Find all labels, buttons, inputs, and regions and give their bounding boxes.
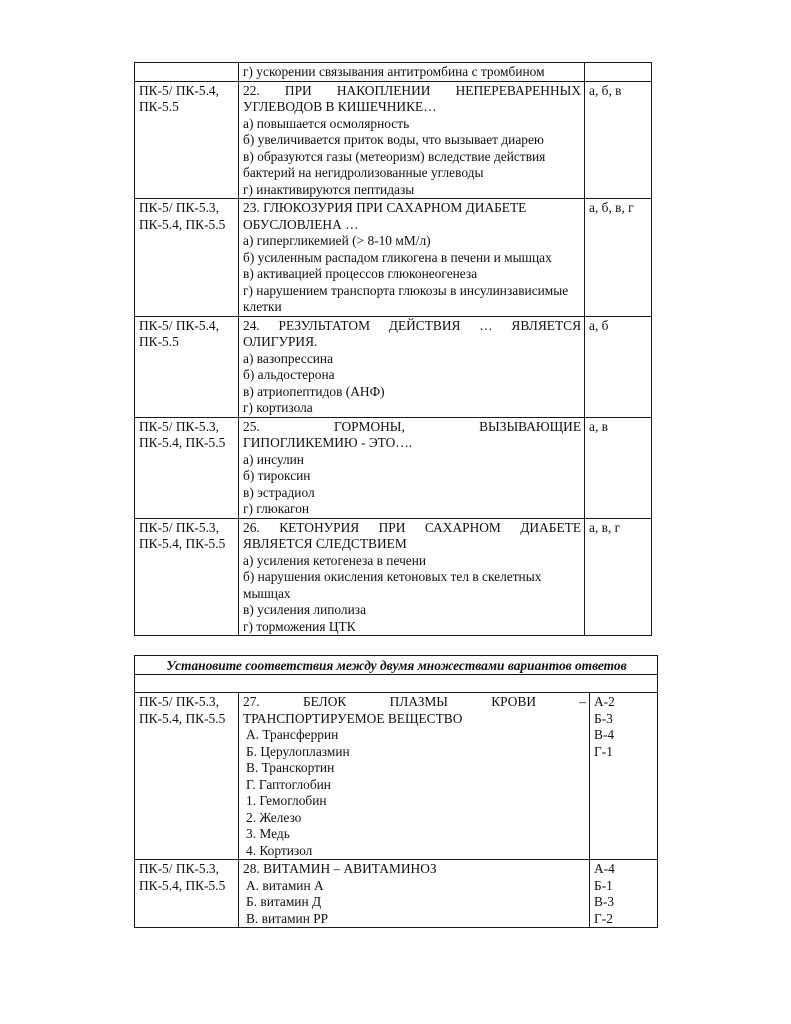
question-heading-cont: ОБУСЛОВЛЕНА … bbox=[243, 216, 359, 232]
answer-pair: Г-2 bbox=[594, 910, 613, 926]
option-b: б) нарушения окисления кетоновых тел в скелетных мышцах bbox=[243, 569, 542, 601]
instruction-row bbox=[135, 656, 658, 675]
answer: а, б bbox=[585, 316, 652, 417]
question-row-25 bbox=[135, 417, 652, 518]
answer-cell bbox=[585, 63, 652, 82]
option-3: 3. Медь bbox=[246, 826, 290, 841]
competency-code: ПК-5/ ПК-5.3, ПК-5.4, ПК-5.5 bbox=[135, 518, 239, 636]
option-c: в) активацией процессов глюконеогенеза bbox=[243, 266, 478, 281]
answer-pair: А-4 bbox=[594, 861, 615, 876]
question-heading: 28. ВИТАМИН – АВИТАМИНОЗ bbox=[243, 861, 437, 876]
option-4: 4. Кортизол bbox=[246, 842, 313, 858]
question-heading: 26. КЕТОНУРИЯ ПРИ САХАРНОМ ДИАБЕТЕ bbox=[243, 519, 581, 535]
answer bbox=[590, 693, 658, 860]
answer-pair: В-4 bbox=[594, 727, 615, 742]
option-b: б) тироксин bbox=[243, 468, 311, 483]
question-heading: 23. ГЛЮКОЗУРИЯ ПРИ САХАРНОМ ДИАБЕТЕ bbox=[243, 200, 527, 215]
question-body bbox=[239, 81, 585, 199]
spacer-cell bbox=[135, 675, 658, 693]
question-heading: 27. БЕЛОК ПЛАЗМЫ КРОВИ – bbox=[243, 694, 586, 709]
question-body bbox=[239, 693, 590, 860]
question-row-24 bbox=[135, 316, 652, 417]
code-cell bbox=[135, 63, 239, 82]
option-A: А. витамин А bbox=[246, 877, 324, 893]
option-b: б) усиленным распадом гликогена в печени и мышцах bbox=[243, 249, 552, 265]
question-row-27 bbox=[135, 693, 658, 860]
question-body bbox=[239, 417, 585, 518]
option-D: Г. Гаптоглобин bbox=[246, 776, 331, 792]
option-b: б) альдостерона bbox=[243, 367, 335, 382]
option-a: а) гипергликемией (> 8-10 мМ/л) bbox=[243, 233, 431, 248]
question-heading: 24. РЕЗУЛЬТАТОМ ДЕЙСТВИЯ … ЯВЛЯЕТСЯ bbox=[243, 317, 581, 333]
competency-code: ПК-5/ ПК-5.3, ПК-5.4, ПК-5.5 bbox=[135, 199, 239, 317]
option-a: а) усиления кетогенеза в печени bbox=[243, 552, 427, 568]
option-c: в) усиления липолиза bbox=[243, 602, 367, 617]
option-C: В. витамин РР bbox=[246, 910, 329, 926]
answer: а, б, в bbox=[585, 81, 652, 199]
question-body bbox=[239, 518, 585, 636]
option-d: г) торможения ЦТК bbox=[243, 618, 356, 634]
option-B: Б. витамин Д bbox=[246, 894, 322, 909]
option-1: 1. Гемоглобин bbox=[246, 793, 327, 808]
competency-code: ПК-5/ ПК-5.3, ПК-5.4, ПК-5.5 bbox=[135, 860, 239, 928]
option-d: г) нарушением транспорта глюкозы в инсулинзависимые клетки bbox=[243, 282, 569, 314]
questions-table-1 bbox=[134, 62, 652, 636]
question-heading-cont: ГИПОГЛИКЕМИЮ - ЭТО…. bbox=[243, 435, 413, 450]
option-a: а) инсулин bbox=[243, 451, 304, 467]
answer-pair: В-3 bbox=[594, 894, 615, 909]
question-row-23 bbox=[135, 199, 652, 317]
spacer-row bbox=[135, 675, 658, 693]
question-heading: 25. ГОРМОНЫ, ВЫЗЫВАЮЩИЕ bbox=[243, 418, 581, 434]
question-body bbox=[239, 199, 585, 317]
option-d: г) кортизола bbox=[243, 400, 313, 415]
option-d: г) инактивируются пептидазы bbox=[243, 181, 415, 197]
question-heading-cont: ТРАНСПОРТИРУЕМОЕ ВЕЩЕСТВО bbox=[243, 710, 463, 726]
answer-pair: Б-1 bbox=[594, 877, 613, 893]
answer-pair: А-2 bbox=[594, 694, 615, 709]
answer bbox=[590, 860, 658, 928]
option-c: в) эстрадиол bbox=[243, 484, 315, 500]
option-d: г) глюкагон bbox=[243, 501, 310, 516]
option-a: а) повышается осмолярность bbox=[243, 115, 410, 131]
question-body bbox=[239, 860, 590, 928]
competency-code: ПК-5/ ПК-5.3, ПК-5.4, ПК-5.5 bbox=[135, 693, 239, 860]
option-c: в) образуются газы (метеоризм) вследствие действия бактерий на негидролизованные углеводы bbox=[243, 148, 546, 180]
continuation-row bbox=[135, 63, 652, 82]
option-b: б) увеличивается приток воды, что вызывает диарею bbox=[243, 132, 544, 147]
competency-code: ПК-5/ ПК-5.4, ПК-5.5 bbox=[135, 81, 239, 199]
question-heading-cont: УГЛЕВОДОВ В КИШЕЧНИКЕ… bbox=[243, 99, 437, 114]
option-2: 2. Железо bbox=[246, 809, 302, 825]
questions-table-2 bbox=[134, 655, 658, 928]
continuation-text: г) ускорении связывания антитромбина с тромбином bbox=[239, 63, 585, 82]
answer-pair: Г-1 bbox=[594, 743, 613, 759]
answer: а, б, в, г bbox=[585, 199, 652, 317]
option-B: Б. Церулоплазмин bbox=[246, 743, 350, 759]
option-c: в) атриопептидов (АНФ) bbox=[243, 383, 385, 399]
question-heading: 22. ПРИ НАКОПЛЕНИИ НЕПЕРЕВАРЕННЫХ bbox=[243, 82, 581, 98]
competency-code: ПК-5/ ПК-5.3, ПК-5.4, ПК-5.5 bbox=[135, 417, 239, 518]
answer: а, в bbox=[585, 417, 652, 518]
answer: а, в, г bbox=[585, 518, 652, 636]
question-row-22 bbox=[135, 81, 652, 199]
instruction-text: Установите соответствия между двумя множествами вариантов ответов bbox=[135, 656, 658, 675]
option-A: А. Трансферрин bbox=[246, 727, 339, 742]
question-heading-cont: ОЛИГУРИЯ. bbox=[243, 334, 318, 349]
question-body bbox=[239, 316, 585, 417]
competency-code: ПК-5/ ПК-5.4, ПК-5.5 bbox=[135, 316, 239, 417]
option-C: В. Транскортин bbox=[246, 760, 335, 775]
answer-pair: Б-3 bbox=[594, 710, 613, 726]
question-heading-cont: ЯВЛЯЕТСЯ СЛЕДСТВИЕМ bbox=[243, 536, 407, 551]
question-row-26 bbox=[135, 518, 652, 636]
question-row-28 bbox=[135, 860, 658, 928]
option-a: а) вазопрессина bbox=[243, 350, 334, 366]
